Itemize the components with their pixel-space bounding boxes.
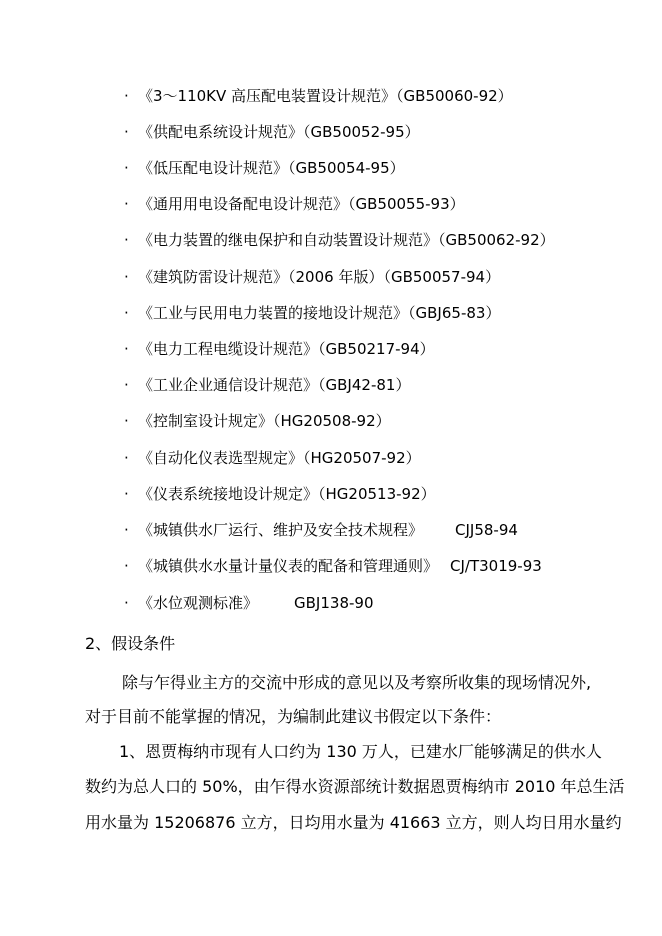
item-paragraph-line: 数约为总人口的 50%，由乍得水资源部统计数据恩贾梅纳市 2010 年总生活 (85, 777, 625, 796)
list-item (124, 484, 436, 504)
standard-title: 《电力装置的继电保护和自动装置设计规范》 (138, 231, 439, 249)
bullet: · (124, 340, 129, 358)
list-item (124, 593, 373, 613)
item-paragraph-line: 用水量为 15206876 立方，日均用水量为 41663 立方，则人均日用水量约 (85, 813, 622, 832)
standard-code: CJ/T3019-93 (450, 557, 542, 575)
standard-title: 《水位观测标准》 (138, 594, 259, 612)
standard-code: （GBJ65-83） (408, 304, 501, 322)
bullet: · (124, 412, 129, 430)
list-item (124, 267, 500, 287)
standard-title: 《供配电系统设计规范》 (138, 123, 304, 141)
list-item (124, 520, 518, 540)
list-item (124, 122, 420, 142)
bullet: · (124, 376, 129, 394)
bullet: · (124, 195, 129, 213)
standard-title: 《建筑防雷设计规范》（2006 年版） (138, 268, 384, 286)
intro-paragraph-line: 除与乍得业主方的交流中形成的意见以及考察所收集的现场情况外, (122, 673, 592, 692)
list-item (124, 158, 405, 178)
item-paragraph-line: 1、恩贾梅纳市现有人口约为 130 万人，已建水厂能够满足的供水人 (119, 742, 602, 761)
list-item (124, 411, 391, 431)
standard-code: GBJ138-90 (294, 594, 374, 612)
bullet: · (124, 449, 129, 467)
standard-title: 《城镇供水水量计量仪表的配备和管理通则》 (138, 557, 439, 575)
bullet: · (124, 304, 129, 322)
standard-code: （GB50057-94） (383, 268, 501, 286)
standard-title: 《工业与民用电力装置的接地设计规范》 (138, 304, 409, 322)
standard-title: 《通用用电设备配电设计规范》 (138, 195, 349, 213)
standard-title: 《控制室设计规定》 (138, 412, 274, 430)
list-item (124, 194, 465, 214)
bullet: · (124, 231, 129, 249)
intro-paragraph-line: 对于目前不能掌握的情况，为编制此建议书假定以下条件： (85, 707, 502, 726)
list-item (124, 303, 500, 323)
standard-title: 《仪表系统接地设计规定》 (138, 485, 319, 503)
list-item (124, 375, 410, 395)
standard-code: （GB50054-95） (288, 159, 405, 177)
standard-code: （GB50060-92） (396, 87, 513, 105)
bullet: · (124, 485, 129, 503)
standard-code: （GB50217-94） (318, 340, 435, 358)
section-heading: 2、假设条件 (85, 634, 176, 653)
standard-title: 《工业企业通信设计规范》 (138, 376, 319, 394)
standard-code: （HG20508-92） (273, 412, 391, 430)
standard-title: 《3～110KV 高压配电装置设计规范》 (138, 87, 397, 105)
standard-code: （HG20507-92） (303, 449, 421, 467)
bullet: · (124, 521, 129, 539)
list-item (124, 86, 513, 106)
standard-title: 《城镇供水厂运行、维护及安全技术规程》 (138, 521, 424, 539)
bullet: · (124, 268, 129, 286)
standard-code: （GB50055-93） (348, 195, 465, 213)
bullet: · (124, 557, 129, 575)
standard-code: （GB50052-95） (303, 123, 420, 141)
list-item (124, 556, 542, 576)
standard-code: CJJ58-94 (455, 521, 518, 539)
bullet: · (124, 87, 129, 105)
standard-title: 《自动化仪表选型规定》 (138, 449, 304, 467)
list-item (124, 448, 421, 468)
bullet: · (124, 123, 129, 141)
bullet: · (124, 159, 129, 177)
list-item (124, 339, 435, 359)
standard-title: 《电力工程电缆设计规范》 (138, 340, 319, 358)
standard-code: （HG20513-92） (318, 485, 436, 503)
standard-title: 《低压配电设计规范》 (138, 159, 289, 177)
standard-code: （GBJ42-81） (318, 376, 411, 394)
standard-code: （GB50062-92） (438, 231, 555, 249)
bullet: · (124, 594, 129, 612)
list-item (124, 230, 555, 250)
